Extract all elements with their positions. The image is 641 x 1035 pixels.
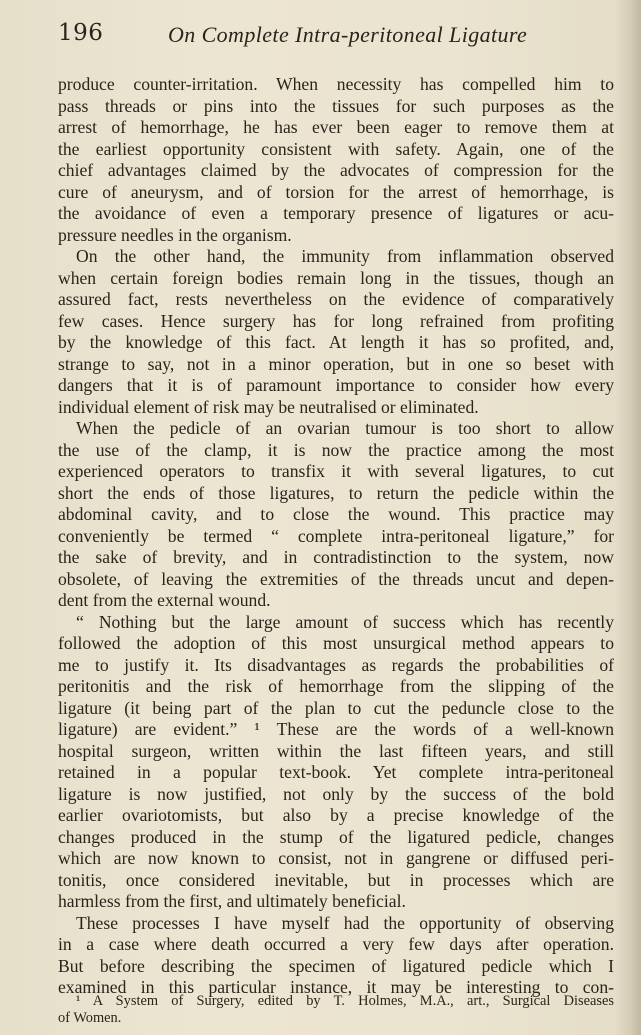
page-edge-shadow: [615, 0, 641, 1035]
text-line: the use of the clamp, it is now the practice among the most: [58, 439, 614, 460]
text-line: which are now known to consist, not in gangrene or diffused peri-: [58, 848, 614, 868]
text-line: But before describing the specimen of ligatured pedicle which I: [58, 955, 614, 976]
text-line: dangers that it is of paramount importance to consider how every: [58, 375, 614, 395]
text-line: pass threads or pins into the tissues for such purposes as the: [58, 95, 614, 116]
text-line: experienced operators to transfix it with several ligatures, to cut: [58, 461, 614, 481]
page-header: [58, 20, 614, 60]
text-line: by the knowledge of this fact. At length it has so profited, and,: [58, 332, 614, 352]
text-line: abdominal cavity, and to close the wound. This practice may: [58, 504, 614, 524]
text-line: the sake of brevity, and in contradistinction to the system, now: [58, 547, 614, 567]
text-line: individual element of risk may be neutralised or eliminated.: [58, 396, 479, 417]
text-line: When the pedicle of an ovarian tumour is too short to allow: [76, 418, 614, 438]
text-line: strange to say, not in a minor operation, but in one so beset with: [58, 353, 614, 374]
text-line: obsolete, of leaving the extremities of the threads uncut and depen-: [58, 568, 614, 589]
text-line: followed the adoption of this most unsurgical method appears to: [58, 633, 614, 653]
text-line: hospital surgeon, written within the last fifteen years, and still: [58, 740, 614, 761]
body-text: [58, 74, 614, 999]
text-line: changes produced in the stump of the ligatured pedicle, changes: [58, 826, 614, 847]
text-line: examined in this particular instance, it may be interesting to con-: [58, 977, 614, 997]
text-line: pressure needles in the organism.: [58, 224, 292, 245]
text-line: “ Nothing but the large amount of success which has recently: [76, 611, 614, 632]
text-line: harmless from the first, and ultimately beneficial.: [58, 891, 406, 911]
text-line: me to justify it. Its disadvantages as regards the probabilities of: [58, 654, 614, 675]
footnote-line: of Women.: [58, 1010, 122, 1026]
text-line: few cases. Hence surgery has for long refrained from profiting: [58, 310, 614, 331]
text-line: in a case where death occurred a very few days after operation.: [58, 934, 614, 954]
text-line: the avoidance of even a temporary presence of ligatures or acu-: [58, 203, 614, 223]
text-line: the earliest opportunity consistent with safety. Again, one of the: [58, 138, 614, 159]
running-title: On Complete Intra-peritoneal Ligature: [168, 22, 528, 47]
text-line: when certain foreign bodies remain long in the tissues, though an: [58, 267, 614, 288]
text-line: assured fact, rests nevertheless on the evidence of comparatively: [58, 289, 614, 309]
text-line: ligature is now justified, not only by the success of the bold: [58, 783, 614, 804]
text-line: conveniently be termed “ complete intra-peritoneal ligature,” for: [58, 525, 614, 546]
text-line: ligature) are evident.” ¹ These are the words of a well-known: [58, 719, 614, 739]
footnote-line: ¹ A System of Surgery, edited by T. Holmes, M.A., art., Surgical Diseases: [76, 993, 614, 1009]
text-line: tonitis, once considered inevitable, but in processes which are: [58, 869, 614, 890]
text-line: produce counter-irritation. When necessity has compelled him to: [58, 74, 614, 94]
footnote: [58, 993, 614, 1027]
text-line: On the other hand, the immunity from inflammation observed: [76, 246, 614, 266]
text-line: cure of aneurysm, and of torsion for the arrest of hemorrhage, is: [58, 181, 614, 202]
text-line: arrest of hemorrhage, he has ever been eager to remove them at: [58, 117, 614, 137]
page-number: 196: [58, 20, 104, 46]
text-line: chief advantages claimed by the advocates of compression for the: [58, 160, 614, 180]
text-line: ligature (it being part of the plan to cut the peduncle close to the: [58, 697, 614, 718]
text-line: retained in a popular text-book. Yet complete intra-peritoneal: [58, 762, 614, 782]
text-line: peritonitis and the risk of hemorrhage from the slipping of the: [58, 676, 614, 696]
text-line: short the ends of those ligatures, to return the pedicle within the: [58, 482, 614, 503]
text-line: earlier ovariotomists, but also by a precise knowledge of the: [58, 805, 614, 825]
text-line: dent from the external wound.: [58, 590, 271, 610]
text-line: These processes I have myself had the opportunity of observing: [76, 912, 614, 933]
